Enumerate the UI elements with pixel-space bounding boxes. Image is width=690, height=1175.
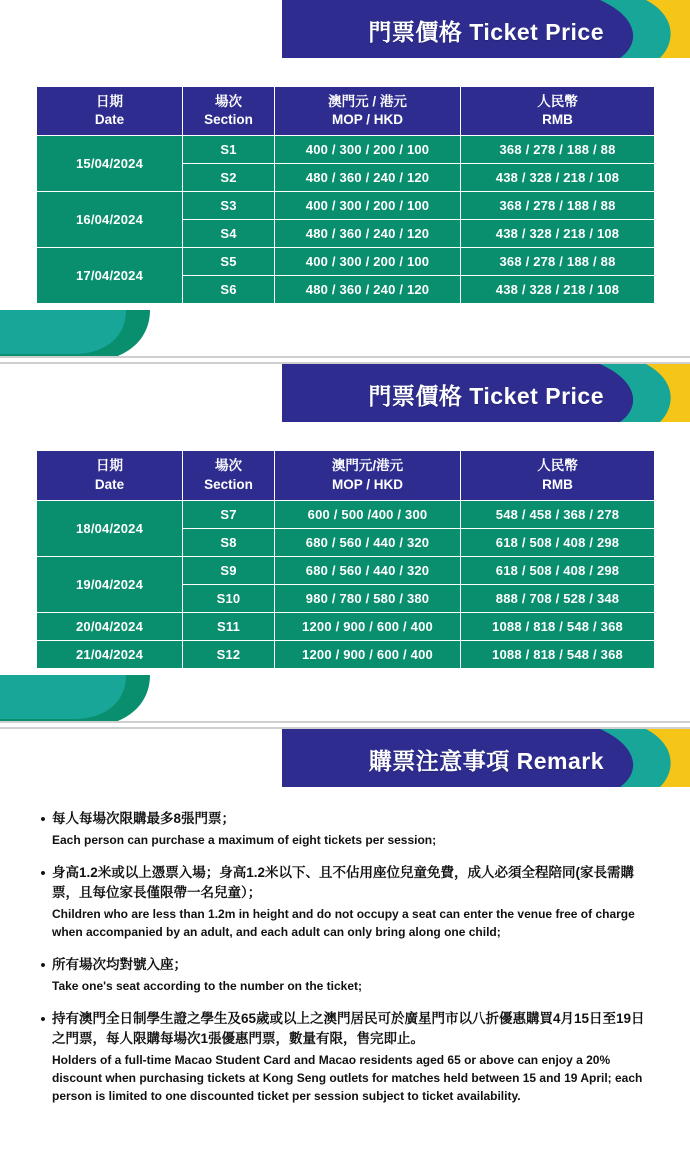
- remark-texts: [52, 955, 656, 995]
- cell-rmb: 368 / 278 / 188 / 88: [461, 192, 655, 220]
- swoosh-shape: [0, 304, 200, 356]
- list-item: [34, 955, 656, 995]
- cell-section: S8: [183, 528, 275, 556]
- banner-title-2: [368, 378, 604, 411]
- cell-mop: 480 / 360 / 240 / 120: [275, 164, 461, 192]
- remark-zh: 每人每場次限購最多8張門票；: [52, 810, 236, 826]
- footer-swoosh-2: [0, 669, 690, 721]
- bullet-icon: •: [40, 1010, 46, 1028]
- panel-remark: [0, 729, 690, 1175]
- remark-list: [0, 791, 690, 1145]
- list-item: [34, 863, 656, 941]
- cell-mop: 1200 / 900 / 600 / 400: [275, 640, 461, 668]
- remark-zh: 持有澳門全日制學生證之學生及65歲或以上之澳門居民可於廣星門市以八折優惠購買4月15日至19日之門票，每人限購每場次1張優惠門票，數量有限，售完即止。: [52, 1010, 645, 1046]
- table-row: [37, 556, 655, 584]
- banner-title-zh-remark: 購票注意事項: [368, 747, 510, 774]
- cell-section: S9: [183, 556, 275, 584]
- banner-title-remark: [369, 743, 604, 776]
- cell-mop: 400 / 300 / 200 / 100: [275, 192, 461, 220]
- remark-texts: [52, 863, 656, 941]
- table-row: [37, 612, 655, 640]
- table-wrap-2: [0, 426, 690, 668]
- banner-ticket-price-2: [0, 364, 690, 426]
- banner-ticket-price-1: [0, 0, 690, 62]
- remark-zh: 所有場次均對號入座；: [52, 956, 187, 972]
- panel-ticket-price-1: [0, 0, 690, 356]
- banner-title-zh-2: 門票價格: [368, 383, 463, 410]
- th-section-zh: 場次: [215, 458, 242, 474]
- list-item: [34, 809, 656, 849]
- banner-title-en-remark: Remark: [516, 747, 604, 774]
- cell-mop: 480 / 360 / 240 / 120: [275, 220, 461, 248]
- cell-mop: 980 / 780 / 580 / 380: [275, 584, 461, 612]
- panel-divider: [0, 356, 690, 364]
- cell-rmb: 1088 / 818 / 548 / 368: [461, 612, 655, 640]
- panel-ticket-price-2: [0, 364, 690, 720]
- cell-rmb: 368 / 278 / 188 / 88: [461, 136, 655, 164]
- th-date-en: Date: [94, 476, 125, 492]
- cell-date: 15/04/2024: [37, 136, 183, 192]
- cell-mop: 680 / 560 / 440 / 320: [275, 528, 461, 556]
- list-item: [34, 1009, 656, 1105]
- th-date-en: Date: [94, 112, 125, 128]
- remark-en: Children who are less than 1.2m in height and do not occupy a seat can enter the venue free of charge when accompanied by an adult, and each adult can only bring along one child;: [52, 906, 635, 939]
- cell-rmb: 438 / 328 / 218 / 108: [461, 276, 655, 304]
- table-wrap-1: [0, 62, 690, 304]
- th-section-zh: 場次: [215, 94, 242, 109]
- table-header-row: [37, 87, 655, 136]
- cell-section: S12: [183, 640, 275, 668]
- remark-en: Take one's seat according to the number on the ticket;: [52, 978, 363, 993]
- cell-date: 19/04/2024: [37, 556, 183, 612]
- th-date-zh: 日期: [96, 94, 123, 109]
- remark-en: Holders of a full-time Macao Student Card and Macao residents aged 65 or above can enjoy a 20% discount when purchasing tickets at Kong Seng outlets for matches held between 15 and 19 April; each person is limited to one discounted ticket per session subject to ticket availability.: [52, 1052, 643, 1103]
- th-mop: [275, 451, 461, 500]
- table-row: [37, 500, 655, 528]
- cell-rmb: 438 / 328 / 218 / 108: [461, 220, 655, 248]
- price-table-1: [36, 86, 655, 304]
- cell-rmb: 438 / 328 / 218 / 108: [461, 164, 655, 192]
- banner-title-1: [368, 14, 604, 47]
- cell-mop: 1200 / 900 / 600 / 400: [275, 612, 461, 640]
- cell-rmb: 548 / 458 / 368 / 278: [461, 500, 655, 528]
- remark-texts: [52, 1009, 656, 1105]
- cell-section: S10: [183, 584, 275, 612]
- remark-zh: 身高1.2米或以上憑票入場；身高1.2米以下、且不佔用座位兒童免費，成人必須全程陪同(家長需購票，且每位家長僅限帶一名兒童）；: [52, 864, 635, 900]
- cell-mop: 680 / 560 / 440 / 320: [275, 556, 461, 584]
- th-section: [183, 87, 275, 136]
- footer-swoosh-1: [0, 304, 690, 356]
- th-rmb-zh: 人民幣: [537, 94, 578, 109]
- th-rmb-zh: 人民幣: [537, 458, 578, 474]
- cell-mop: 600 / 500 /400 / 300: [275, 500, 461, 528]
- bullet-icon: •: [40, 956, 46, 974]
- cell-mop: 480 / 360 / 240 / 120: [275, 276, 461, 304]
- cell-mop: 400 / 300 / 200 / 100: [275, 136, 461, 164]
- cell-section: S11: [183, 612, 275, 640]
- remark-texts: [52, 809, 656, 849]
- swoosh-shape: [0, 669, 200, 721]
- banner-title-zh-1: 門票價格: [368, 19, 463, 45]
- th-section: [183, 451, 275, 500]
- th-mop-zh: 澳門元/港元: [331, 458, 404, 474]
- cell-date: 21/04/2024: [37, 640, 183, 668]
- cell-section: S2: [183, 164, 275, 192]
- th-rmb: [461, 451, 655, 500]
- panel-divider: [0, 721, 690, 729]
- banner-title-en-2: Ticket Price: [469, 383, 604, 410]
- th-mop: [275, 87, 461, 136]
- cell-date: 17/04/2024: [37, 248, 183, 304]
- th-mop-en: MOP / HKD: [331, 112, 403, 128]
- th-rmb-en: RMB: [542, 112, 573, 128]
- page-tail: [0, 1145, 690, 1175]
- remark-en: Each person can purchase a maximum of eight tickets per session;: [52, 832, 437, 847]
- banner-remark: [0, 729, 690, 791]
- table-row: [37, 192, 655, 220]
- cell-rmb: 618 / 508 / 408 / 298: [461, 556, 655, 584]
- table-row: [37, 136, 655, 164]
- th-mop-zh: 澳門元 / 港元: [328, 94, 407, 109]
- table-row: [37, 640, 655, 668]
- cell-section: S7: [183, 500, 275, 528]
- th-section-en: Section: [204, 112, 253, 128]
- cell-date: 20/04/2024: [37, 612, 183, 640]
- bullet-icon: •: [40, 810, 46, 828]
- th-date-zh: 日期: [96, 458, 123, 474]
- cell-rmb: 618 / 508 / 408 / 298: [461, 528, 655, 556]
- cell-date: 16/04/2024: [37, 192, 183, 248]
- th-mop-en: MOP / HKD: [331, 476, 403, 492]
- cell-section: S3: [183, 192, 275, 220]
- th-date: [37, 87, 183, 136]
- cell-mop: 400 / 300 / 200 / 100: [275, 248, 461, 276]
- price-table-2: [36, 450, 655, 668]
- cell-rmb: 1088 / 818 / 548 / 368: [461, 640, 655, 668]
- cell-date: 18/04/2024: [37, 500, 183, 556]
- cell-section: S5: [183, 248, 275, 276]
- cell-section: S4: [183, 220, 275, 248]
- th-date: [37, 451, 183, 500]
- banner-title-en-1: Ticket Price: [469, 19, 604, 45]
- th-rmb: [461, 87, 655, 136]
- bullet-icon: •: [40, 864, 46, 882]
- th-section-en: Section: [204, 476, 253, 492]
- th-rmb-en: RMB: [542, 476, 573, 492]
- cell-section: S6: [183, 276, 275, 304]
- cell-rmb: 368 / 278 / 188 / 88: [461, 248, 655, 276]
- cell-rmb: 888 / 708 / 528 / 348: [461, 584, 655, 612]
- table-header-row: [37, 451, 655, 500]
- table-row: [37, 248, 655, 276]
- cell-section: S1: [183, 136, 275, 164]
